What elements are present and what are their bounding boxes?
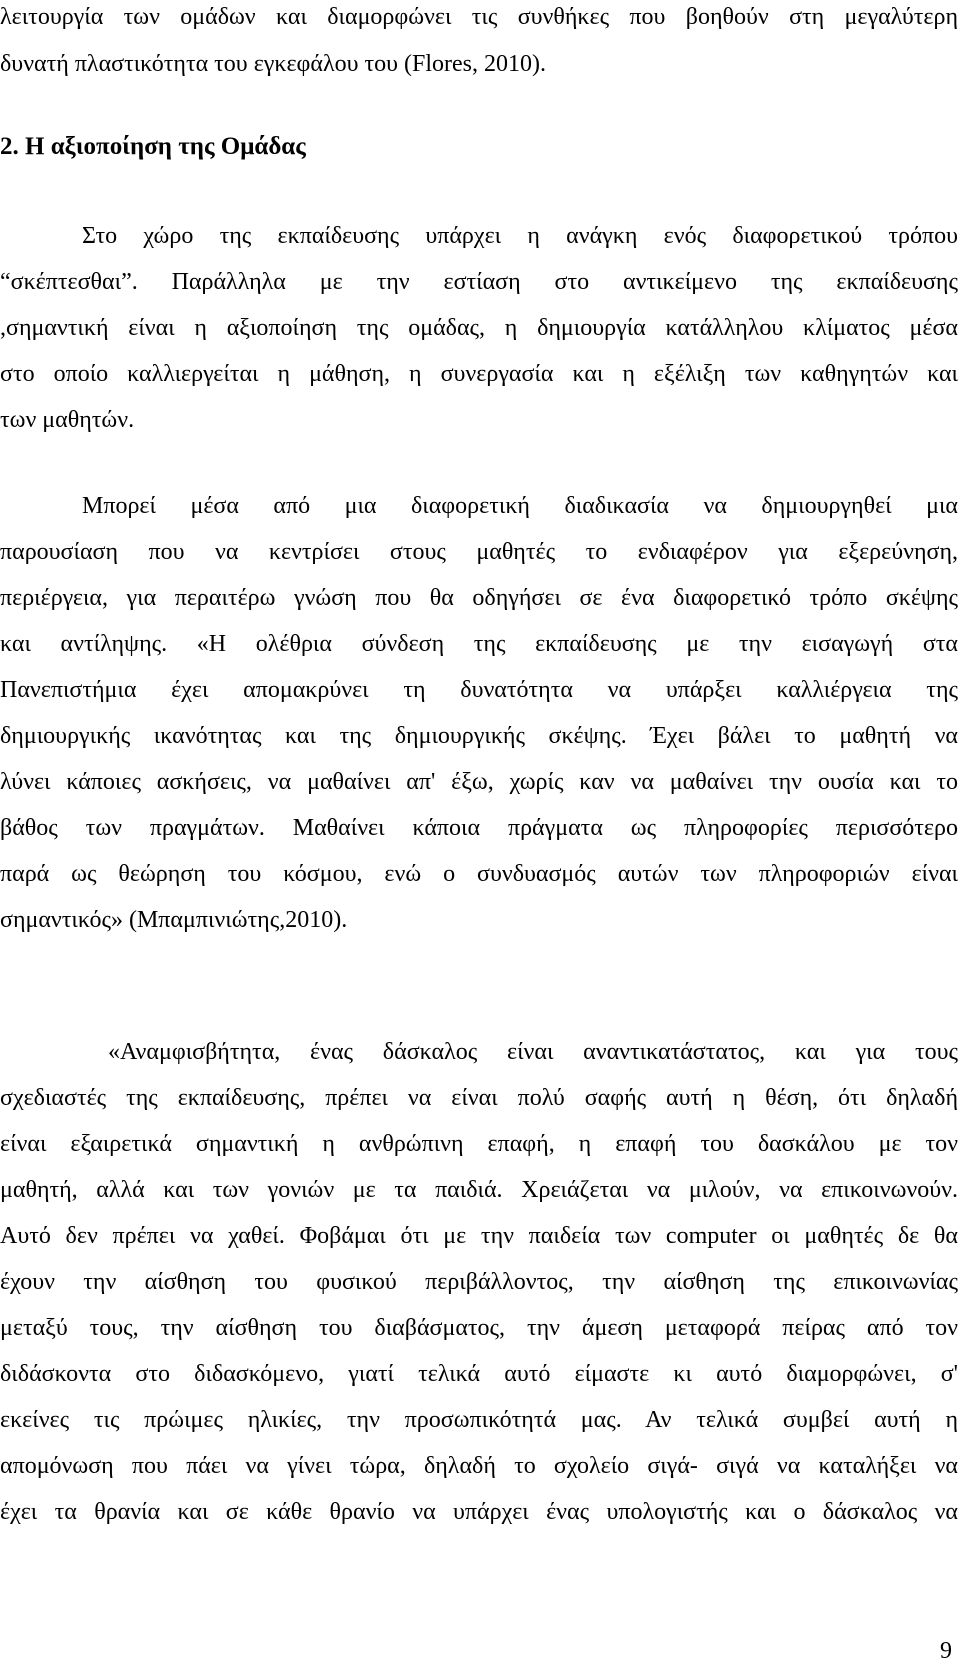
paragraph-3-line-1: «Αναμφισβήτητα, ένας δάσκαλος είναι αναντικατάστατος, και για τους (108, 1039, 958, 1065)
paragraph-3-line-5: Αυτό δεν πρέπει να χαθεί. Φοβάμαι ότι με την παιδεία των computer οι μαθητές δε θα (0, 1223, 958, 1249)
paragraph-2-line-1: Μπορεί μέσα από μια διαφορετική διαδικασία να δημιουργηθεί μια (82, 493, 958, 519)
paragraph-3-line-8: διδάσκοντα στο διδασκόμενο, γιατί τελικά αυτό είμαστε κι αυτό διαμορφώνει, σ' (0, 1361, 958, 1387)
paragraph-3-line-10: απομόνωση που πάει να γίνει τώρα, δηλαδή το σχολείο σιγά- σιγά να καταλήξει να (0, 1453, 958, 1479)
paragraph-2-line-10: σημαντικός» (Μπαμπινιώτης,2010). (0, 907, 348, 933)
paragraph-3-line-6: έχουν την αίσθηση του φυσικού περιβάλλοντος, την αίσθηση της επικοινωνίας (0, 1269, 958, 1295)
page-number: 9 (940, 1638, 952, 1664)
paragraph-3-line-7: μεταξύ τους, την αίσθηση του διαβάσματος, την άμεση μεταφορά πείρας από τον (0, 1315, 958, 1341)
paragraph-1-line-5: των μαθητών. (0, 407, 135, 433)
paragraph-2-line-2: παρουσίαση που να κεντρίσει στους μαθητές το ενδιαφέρον για εξερεύνηση, (0, 539, 958, 565)
paragraph-3-line-4: μαθητή, αλλά και των γονιών με τα παιδιά. Χρειάζεται να μιλούν, να επικοινωνούν. (0, 1177, 958, 1203)
section-heading: 2. Η αξιοποίηση της Ομάδας (0, 133, 306, 160)
paragraph-1-line-4: στο οποίο καλλιεργείται η μάθηση, η συνεργασία και η εξέλιξη των καθηγητών και (0, 361, 958, 387)
paragraph-3-line-9: εκείνες τις πρώιμες ηλικίες, την προσωπικότητά μας. Αν τελικά συμβεί αυτή η (0, 1407, 958, 1433)
paragraph-1-line-2: “σκέπτεσθαι”. Παράλληλα με την εστίαση στο αντικείμενο της εκπαίδευσης (0, 269, 958, 295)
paragraph-1-line-1: Στο χώρο της εκπαίδευσης υπάρχει η ανάγκη ενός διαφορετικού τρόπου (82, 223, 958, 249)
paragraph-1-line-3: ,σημαντική είναι η αξιοποίηση της ομάδας, η δημιουργία κατάλληλου κλίματος μέσα (0, 315, 958, 341)
paragraph-2-line-8: βάθος των πραγμάτων. Μαθαίνει κάποια πράγματα ως πληροφορίες περισσότερο (0, 815, 958, 841)
intro-line-2: δυνατή πλαστικότητα του εγκεφάλου του (Flores, 2010). (0, 51, 546, 77)
paragraph-3-line-2: σχεδιαστές της εκπαίδευσης, πρέπει να είναι πολύ σαφής αυτή η θέση, ότι δηλαδή (0, 1085, 958, 1111)
paragraph-2-line-4: και αντίληψης. «Η ολέθρια σύνδεση της εκπαίδευσης με την εισαγωγή στα (0, 631, 958, 657)
paragraph-2-line-7: λύνει κάποιες ασκήσεις, να μαθαίνει απ' έξω, χωρίς καν να μαθαίνει την ουσία και το (0, 769, 958, 795)
paragraph-3-line-3: είναι εξαιρετικά σημαντική η ανθρώπινη επαφή, η επαφή του δασκάλου με τον (0, 1131, 958, 1157)
paragraph-2-line-3: περιέργεια, για περαιτέρω γνώση που θα οδηγήσει σε ένα διαφορετικό τρόπο σκέψης (0, 585, 958, 611)
paragraph-2-line-6: δημιουργικής ικανότητας και της δημιουργικής σκέψης. Έχει βάλει το μαθητή να (0, 723, 958, 749)
paragraph-3-line-11: έχει τα θρανία και σε κάθε θρανίο να υπάρχει ένας υπολογιστής και ο δάσκαλος να (0, 1499, 958, 1525)
paragraph-2-line-5: Πανεπιστήμια έχει απομακρύνει τη δυνατότητα να υπάρξει καλλιέργεια της (0, 677, 958, 703)
paragraph-2-line-9: παρά ως θεώρηση του κόσμου, ενώ ο συνδυασμός αυτών των πληροφοριών είναι (0, 861, 958, 887)
intro-line-1: λειτουργία των ομάδων και διαμορφώνει τις συνθήκες που βοηθούν στη μεγαλύτερη (0, 4, 958, 30)
